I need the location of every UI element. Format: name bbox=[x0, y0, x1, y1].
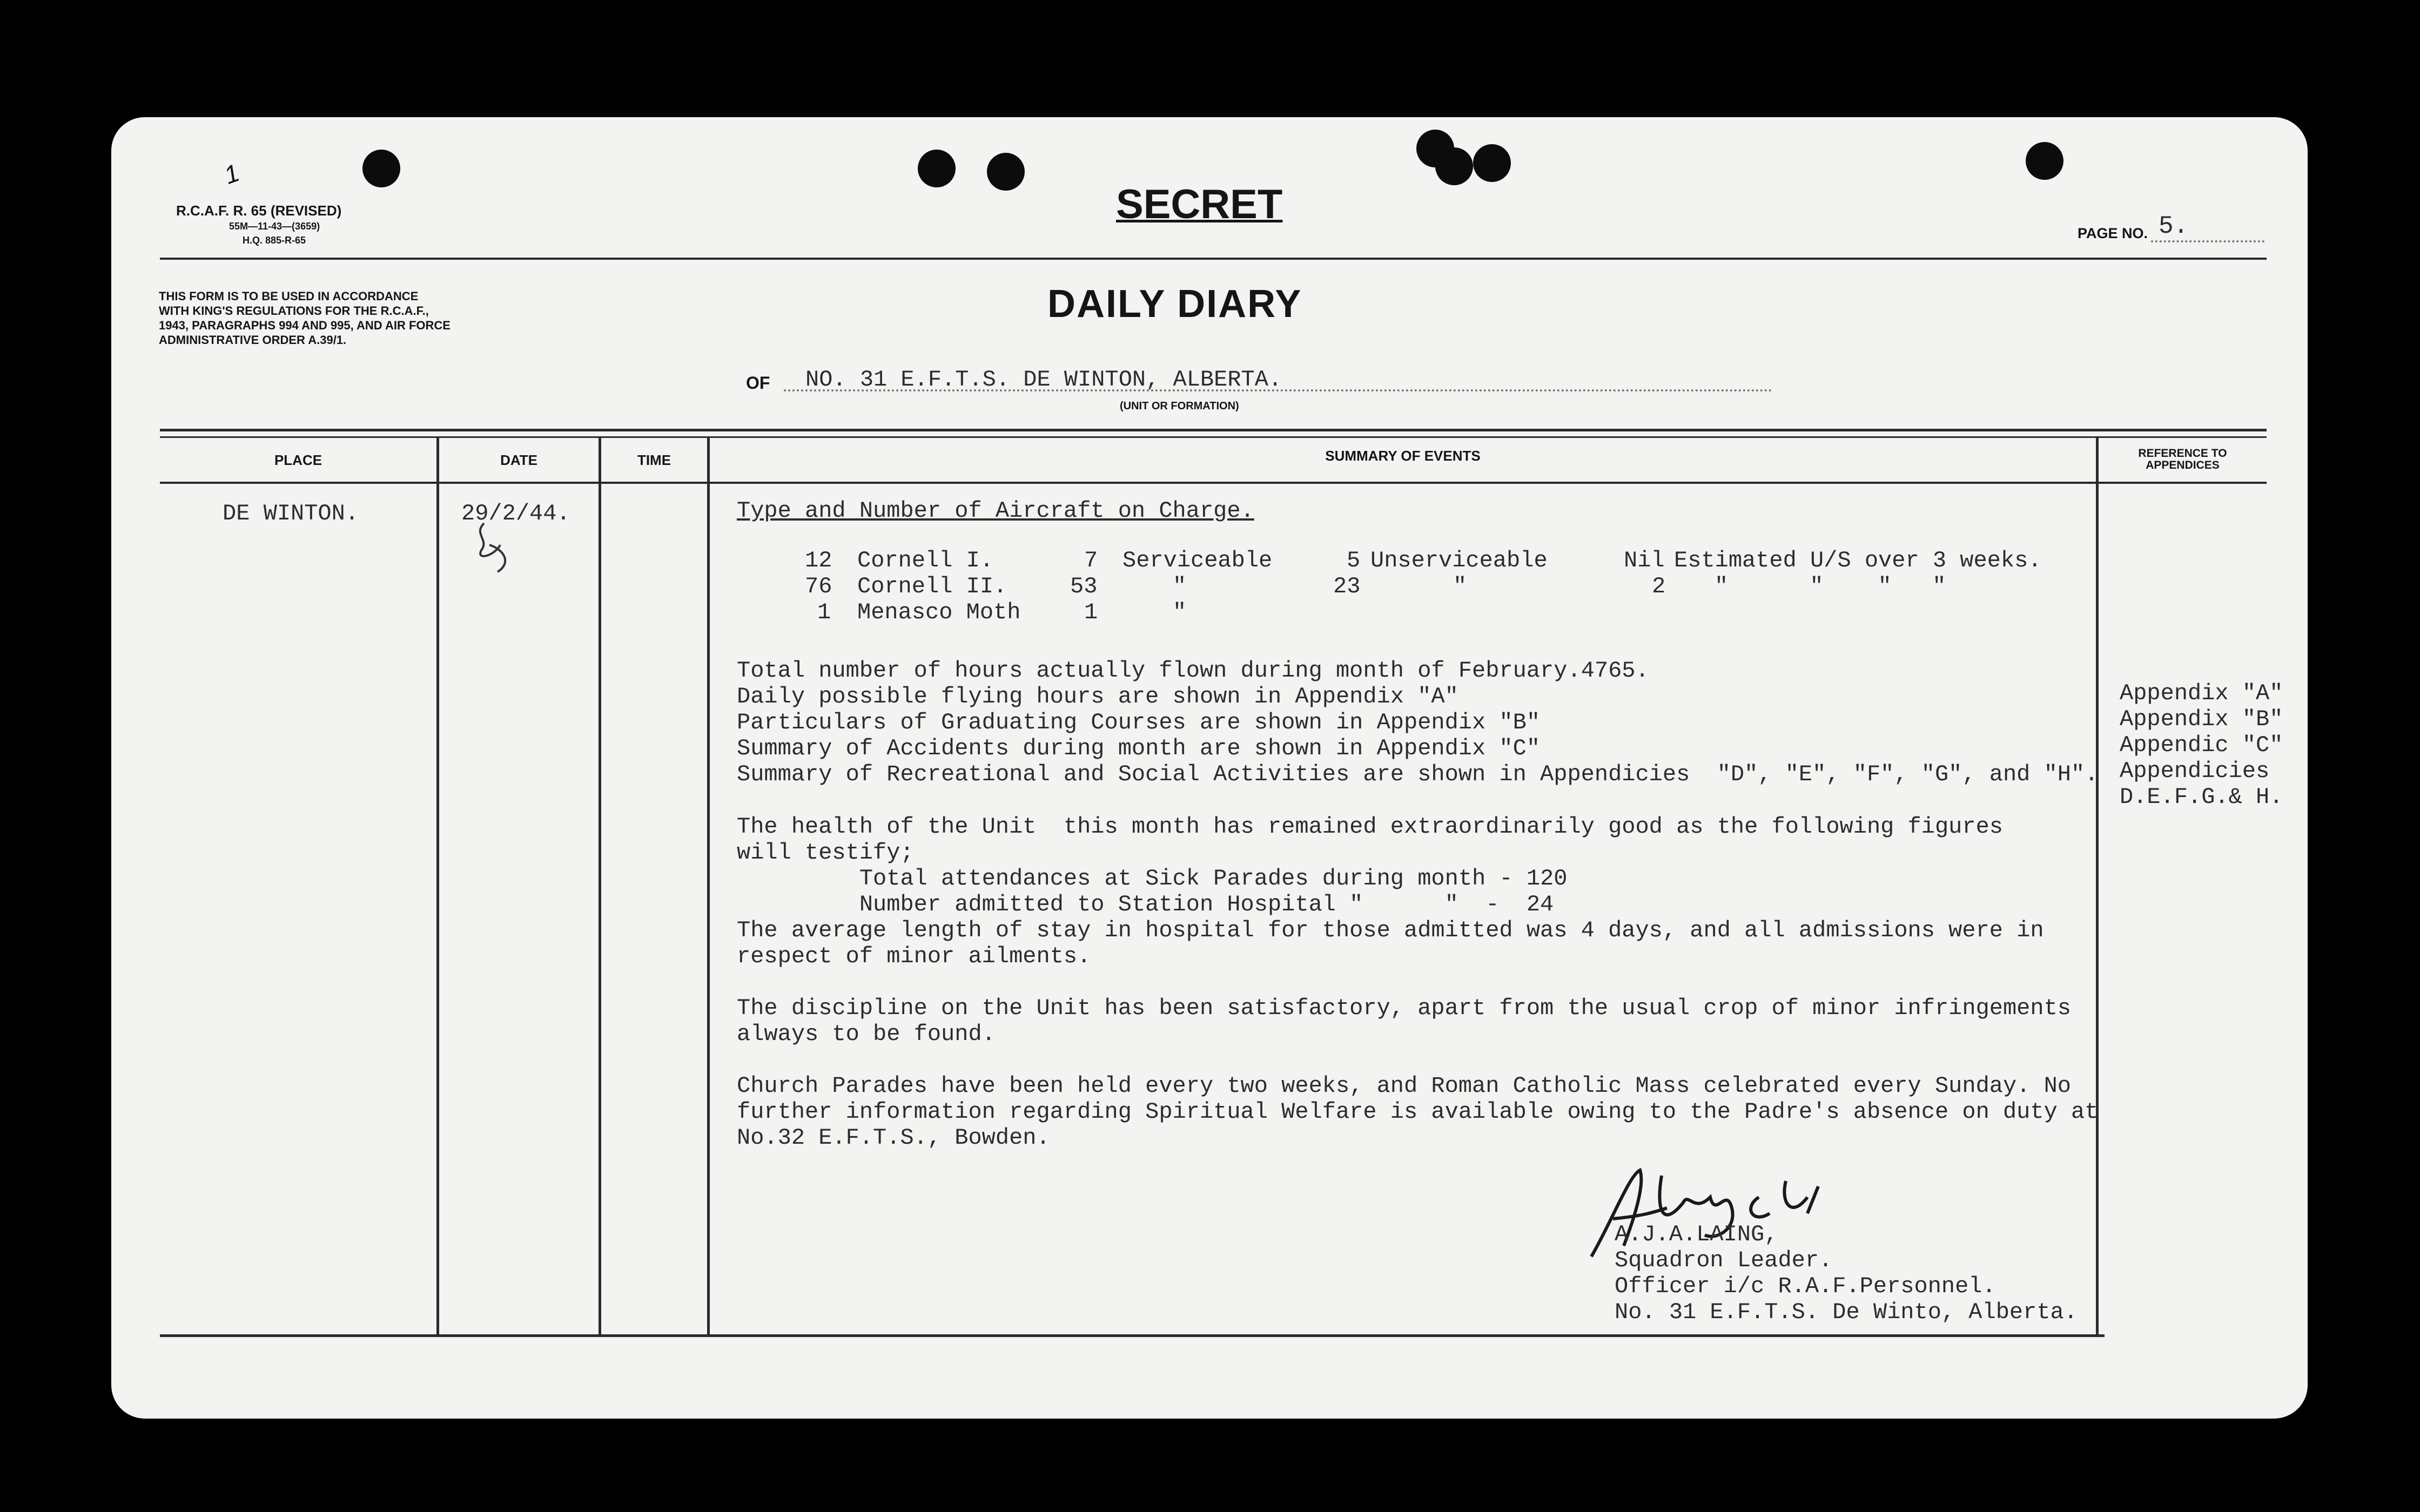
appendix-references bbox=[2120, 680, 2283, 810]
column-header-date: DATE bbox=[500, 452, 537, 468]
health-paragraph bbox=[737, 814, 2044, 969]
aircraft-count: 1 bbox=[817, 599, 831, 625]
column-divider bbox=[2096, 436, 2099, 1334]
punch-hole bbox=[987, 153, 1025, 191]
instruction-line: THIS FORM IS TO BE USED IN ACCORDANCE bbox=[159, 289, 419, 303]
text-line: Total attendances at Sick Parades during month - 120 bbox=[737, 866, 1568, 892]
form-title: DAILY DIARY bbox=[1047, 282, 1302, 326]
text-line: The health of the Unit this month has remained extraordinarily good as the following figures bbox=[737, 814, 2003, 840]
punch-hole bbox=[362, 150, 400, 187]
unserviceable-label: Unserviceable bbox=[1370, 548, 1548, 573]
text-line: No.32 E.F.T.S., Bowden. bbox=[737, 1125, 1050, 1151]
form-print-line: 55M—11-43—(3659) bbox=[229, 221, 320, 232]
page-no-dotted-line bbox=[2151, 240, 2264, 242]
signatory-position: Officer i/c R.A.F.Personnel. bbox=[1615, 1273, 1996, 1299]
signatory-name: A.J.A.LAING, bbox=[1615, 1221, 1778, 1247]
serviceable-count: 53 bbox=[1070, 573, 1098, 599]
text-line: The discipline on the Unit has been satisfactory, apart from the usual crop of minor infringements bbox=[737, 995, 2072, 1021]
unserviceable-label: " bbox=[1453, 573, 1467, 599]
text-line: always to be found. bbox=[737, 1021, 996, 1047]
page-label: PAGE NO. bbox=[2078, 225, 2148, 241]
instruction-line: WITH KING'S REGULATIONS FOR THE R.C.A.F., bbox=[159, 304, 429, 318]
table-bottom-rule bbox=[160, 1334, 2105, 1337]
appendix-ref: D.E.F.G.& H. bbox=[2120, 784, 2283, 810]
column-header-summary: SUMMARY OF EVENTS bbox=[1325, 448, 1481, 464]
column-divider bbox=[436, 436, 439, 1334]
text-line: Total number of hours actually flown during month of February.4765. bbox=[737, 658, 1649, 684]
serviceable-label: Serviceable bbox=[1122, 548, 1273, 573]
punch-hole bbox=[2026, 142, 2063, 180]
text-line: Particulars of Graduating Courses are shown in Appendix "B" bbox=[737, 710, 1541, 735]
form-instructions bbox=[159, 289, 451, 347]
signature-block bbox=[1615, 1221, 2078, 1325]
instruction-line: 1943, PARAGRAPHS 994 AND 995, AND AIR FORCE bbox=[159, 319, 451, 332]
table-top-rule bbox=[160, 429, 2267, 431]
estimated-count: 2 bbox=[1652, 573, 1666, 599]
text-line: respect of minor ailments. bbox=[737, 943, 1091, 969]
column-divider bbox=[707, 436, 710, 1334]
entry-place: DE WINTON. bbox=[223, 501, 359, 526]
aircraft-type: Cornell II. bbox=[857, 573, 1007, 599]
text-line: Summary of Accidents during month are shown in Appendix "C" bbox=[737, 735, 1541, 761]
column-header-rule bbox=[160, 482, 2267, 484]
reference-header-line: APPENDICES bbox=[2146, 459, 2220, 471]
unit-caption: (UNIT OR FORMATION) bbox=[1120, 400, 1239, 412]
entry-date: 29/2/44. bbox=[461, 501, 570, 526]
church-paragraph bbox=[737, 1073, 2098, 1151]
text-line: further information regarding Spiritual Welfare is available owing to the Padre's absence on duty at bbox=[737, 1099, 2099, 1125]
signatory-unit: No. 31 E.F.T.S. De Winto, Alberta. bbox=[1615, 1299, 2078, 1325]
aircraft-type: Cornell I. bbox=[857, 548, 994, 573]
estimated-count: Nil bbox=[1624, 548, 1665, 573]
column-header-time: TIME bbox=[637, 452, 671, 468]
text-line: Church Parades have been held every two weeks, and Roman Catholic Mass celebrated every Sunday. No bbox=[737, 1073, 2072, 1099]
appendix-ref: Appendic "C" bbox=[2120, 732, 2283, 758]
text-line: Summary of Recreational and Social Activities are shown in Appendicies "D", "E", "F", "G", and "H". bbox=[737, 761, 2099, 787]
secret-stamp: SECRET bbox=[1116, 181, 1283, 227]
aircraft-heading: Type and Number of Aircraft on Charge. bbox=[737, 498, 1254, 524]
serviceable-label: " bbox=[1173, 599, 1187, 625]
appendix-ref: Appendix "A" bbox=[2120, 680, 2283, 706]
estimated-label: " " " " bbox=[1715, 573, 1946, 599]
estimated-label: Estimated U/S over 3 weeks. bbox=[1674, 548, 2042, 573]
text-line: Number admitted to Station Hospital " " - 24 bbox=[737, 892, 1554, 917]
reference-header-line: REFERENCE TO bbox=[2138, 447, 2227, 460]
unit-name: NO. 31 E.F.T.S. DE WINTON, ALBERTA. bbox=[805, 367, 1282, 393]
discipline-paragraph bbox=[737, 995, 2071, 1047]
text-line: The average length of stay in hospital for those admitted was 4 days, and all admissions were in bbox=[737, 917, 2044, 943]
aircraft-count: 12 bbox=[805, 548, 832, 573]
appendix-ref: Appendicies bbox=[2120, 758, 2270, 784]
punch-hole bbox=[918, 150, 956, 187]
column-divider bbox=[599, 436, 601, 1334]
signatory-rank: Squadron Leader. bbox=[1615, 1247, 1833, 1273]
serviceable-label: " bbox=[1173, 573, 1187, 599]
form-hq-line: H.Q. 885-R-65 bbox=[243, 235, 306, 246]
header-rule bbox=[160, 258, 2267, 260]
diary-form bbox=[111, 117, 2308, 1419]
page-number: 5. bbox=[2159, 212, 2189, 240]
serviceable-count: 7 bbox=[1084, 548, 1098, 573]
unserviceable-count: 5 bbox=[1347, 548, 1361, 573]
of-label: OF bbox=[746, 373, 770, 393]
aircraft-count: 76 bbox=[805, 573, 832, 599]
serviceable-count: 1 bbox=[1084, 599, 1098, 625]
unserviceable-count: 23 bbox=[1333, 573, 1361, 599]
punch-hole bbox=[1435, 147, 1473, 185]
column-header-reference bbox=[2099, 448, 2267, 471]
aircraft-type: Menasco Moth bbox=[857, 599, 1021, 625]
text-line: Daily possible flying hours are shown in Appendix "A" bbox=[737, 684, 1458, 710]
corner-mark: 1 bbox=[220, 158, 243, 190]
text-line: will testify; bbox=[737, 840, 914, 866]
column-header-place: PLACE bbox=[274, 452, 322, 468]
hours-paragraph bbox=[737, 658, 2098, 787]
appendix-ref: Appendix "B" bbox=[2120, 706, 2283, 732]
instruction-line: ADMINISTRATIVE ORDER A.39/1. bbox=[159, 333, 347, 347]
form-code: R.C.A.F. R. 65 (REVISED) bbox=[176, 202, 342, 219]
punch-hole bbox=[1473, 144, 1511, 182]
date-initials-scribble bbox=[468, 512, 527, 577]
table-top-rule-2 bbox=[160, 436, 2267, 438]
